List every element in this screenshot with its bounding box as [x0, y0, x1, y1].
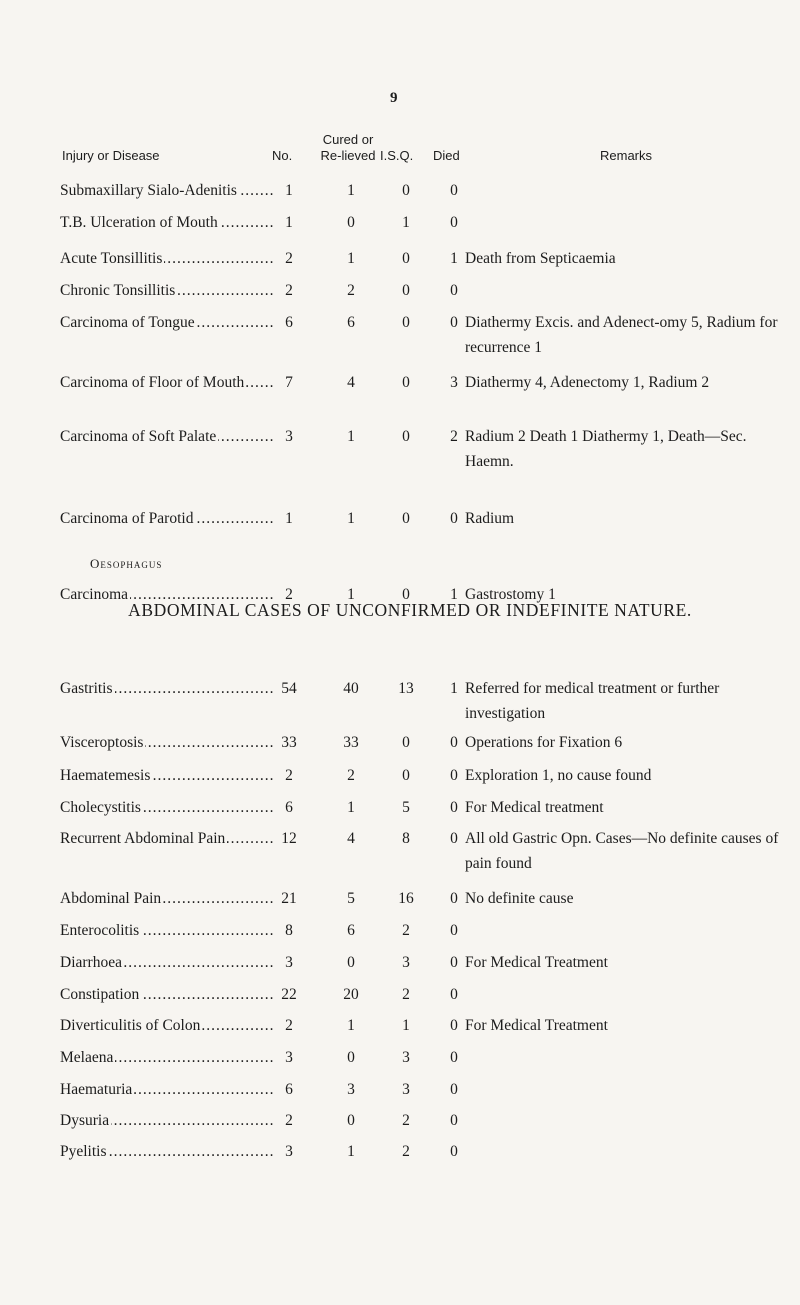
header-isq: I.S.Q. — [380, 148, 414, 163]
cell-cured: 6 — [347, 922, 355, 939]
header-died: Died — [433, 148, 460, 163]
cell-cured: 6 — [347, 314, 355, 331]
cell-name — [60, 370, 275, 395]
cell-isq: 16 — [398, 890, 414, 907]
page-number: 9 — [390, 90, 398, 106]
cell-isq: 5 — [402, 799, 410, 816]
cell-cured: 40 — [343, 680, 359, 697]
row-label: Carcinoma — [60, 586, 129, 603]
cell-cured: 1 — [347, 250, 355, 267]
cell-isq: 0 — [402, 182, 410, 199]
cell-cured: 0 — [347, 1112, 355, 1129]
cell-name — [60, 246, 275, 271]
subheading-oesophagus: Oesophagus — [90, 556, 163, 571]
cell-isq: 3 — [402, 1049, 410, 1066]
row-label: Carcinoma of Parotid — [60, 510, 194, 527]
cell-isq: 13 — [398, 680, 414, 697]
header-injury: Injury or Disease — [62, 148, 160, 163]
cell-isq: 2 — [402, 1112, 410, 1129]
row-label: Diverticulitis of Colon — [60, 1017, 201, 1034]
cell-name — [60, 178, 275, 203]
row-label: T.B. Ulceration of Mouth — [60, 214, 218, 231]
cell-no: 54 — [281, 680, 297, 697]
row-label: Submaxillary Sialo-Adenitis — [60, 182, 237, 199]
cell-isq: 1 — [402, 214, 410, 231]
cell-isq: 2 — [402, 986, 410, 1003]
cell-cured: 0 — [347, 954, 355, 971]
cell-no: 2 — [285, 767, 293, 784]
cell-isq: 3 — [402, 954, 410, 971]
cell-no: 6 — [285, 1081, 293, 1098]
cell-died: 0 — [450, 799, 458, 816]
cell-died: 0 — [450, 767, 458, 784]
cell-name — [60, 1077, 275, 1102]
cell-remarks: Death from Septicaemia — [465, 250, 616, 267]
cell-cured: 5 — [347, 890, 355, 907]
row-label: Gastritis — [60, 680, 113, 697]
cell-remarks: Operations for Fixation 6 — [465, 734, 623, 751]
cell-name — [60, 826, 275, 851]
cell-name — [60, 886, 275, 911]
cell-cured: 1 — [347, 799, 355, 816]
cell-isq: 0 — [402, 734, 410, 751]
cell-no: 2 — [285, 282, 293, 299]
cell-name — [60, 1139, 275, 1164]
cell-no: 2 — [285, 1017, 293, 1034]
cell-cured: 1 — [347, 428, 355, 445]
cell-cured: 2 — [347, 767, 355, 784]
row-label: Carcinoma of Tongue — [60, 314, 195, 331]
cell-name — [60, 1045, 275, 1070]
cell-died: 3 — [450, 374, 458, 391]
cell-isq: 3 — [402, 1081, 410, 1098]
cell-cured: 0 — [347, 214, 355, 231]
cell-died: 0 — [450, 734, 458, 751]
row-label: Dysuria — [60, 1112, 110, 1129]
row-label: Constipation — [60, 986, 140, 1003]
row-label: Enterocolitis — [60, 922, 140, 939]
cell-cured: 3 — [347, 1081, 355, 1098]
cell-died: 1 — [450, 680, 458, 697]
cell-died: 0 — [450, 1081, 458, 1098]
cell-cured: 0 — [347, 1049, 355, 1066]
cell-isq: 2 — [402, 1143, 410, 1160]
cell-isq: 0 — [402, 250, 410, 267]
cell-died: 0 — [450, 1143, 458, 1160]
cell-died: 2 — [450, 428, 458, 445]
cell-no: 22 — [281, 986, 297, 1003]
cell-died: 0 — [450, 922, 458, 939]
row-label: Recurrent Abdominal Pain — [60, 830, 226, 847]
cell-name — [60, 1108, 275, 1133]
cell-name — [60, 730, 275, 755]
row-label: Diarrhoea — [60, 954, 122, 971]
cell-no: 1 — [285, 182, 293, 199]
cell-no: 6 — [285, 799, 293, 816]
row-label: Carcinoma of Floor of Mouth — [60, 374, 245, 391]
cell-isq: 0 — [402, 586, 410, 603]
cell-died: 0 — [450, 1017, 458, 1034]
cell-remarks: Radium 2 Death 1 Diathermy 1, Death—Sec. Haemn. — [465, 428, 747, 470]
cell-died: 0 — [450, 830, 458, 847]
cell-isq: 0 — [402, 428, 410, 445]
cell-name — [60, 278, 275, 303]
cell-no: 2 — [285, 1112, 293, 1129]
cell-cured: 1 — [347, 510, 355, 527]
cell-remarks: Exploration 1, no cause found — [465, 767, 652, 784]
row-label: Abdominal Pain — [60, 890, 162, 907]
cell-died: 0 — [450, 182, 458, 199]
cell-name — [60, 506, 275, 531]
header-no: No. — [272, 148, 293, 163]
cell-name — [60, 676, 275, 701]
cell-no: 6 — [285, 314, 293, 331]
cell-no: 7 — [285, 374, 293, 391]
cell-no: 2 — [285, 586, 293, 603]
cell-cured: 4 — [347, 830, 355, 847]
cell-isq: 0 — [402, 282, 410, 299]
row-label: Carcinoma of Soft Palate — [60, 428, 217, 445]
cell-name — [60, 424, 275, 449]
cell-isq: 1 — [402, 1017, 410, 1034]
cell-name — [60, 1013, 275, 1038]
cell-name — [60, 210, 275, 235]
cell-remarks: All old Gastric Opn. Cases—No definite causes of pain found — [465, 830, 779, 872]
cell-isq: 0 — [402, 374, 410, 391]
row-label: Chronic Tonsillitis — [60, 282, 176, 299]
row-label: Haematuria — [60, 1081, 133, 1098]
cell-died: 0 — [450, 314, 458, 331]
cell-no: 21 — [281, 890, 297, 907]
cell-no: 8 — [285, 922, 293, 939]
row-label: Acute Tonsillitis — [60, 250, 163, 267]
cell-name — [60, 310, 275, 335]
row-label: Visceroptosis — [60, 734, 144, 751]
cell-name — [60, 918, 275, 943]
cell-isq: 0 — [402, 767, 410, 784]
cell-remarks: No definite cause — [465, 890, 574, 907]
cell-cured: 1 — [347, 182, 355, 199]
cell-died: 0 — [450, 282, 458, 299]
cell-cured: 33 — [343, 734, 359, 751]
row-label: Cholecystitis — [60, 799, 141, 816]
cell-cured: 1 — [347, 1017, 355, 1034]
cell-remarks: Gastrostomy 1 — [465, 586, 556, 603]
cell-died: 0 — [450, 986, 458, 1003]
cell-isq: 0 — [402, 314, 410, 331]
cell-no: 1 — [285, 214, 293, 231]
header-remarks: Remarks — [600, 148, 653, 163]
cell-died: 0 — [450, 1049, 458, 1066]
cell-died: 0 — [450, 1112, 458, 1129]
cell-died: 1 — [450, 250, 458, 267]
cell-died: 0 — [450, 510, 458, 527]
header-cured: Cured or Re-lieved — [320, 132, 376, 163]
cell-no: 2 — [285, 250, 293, 267]
cell-isq: 8 — [402, 830, 410, 847]
cell-cured: 1 — [347, 586, 355, 603]
cell-died: 1 — [450, 586, 458, 603]
cell-isq: 2 — [402, 922, 410, 939]
row-label: Haematemesis — [60, 767, 151, 784]
cell-cured: 20 — [343, 986, 359, 1003]
cell-remarks: Diathermy 4, Adenectomy 1, Radium 2 — [465, 374, 710, 391]
cell-isq: 0 — [402, 510, 410, 527]
cell-remarks: Referred for medical treatment or further investigation — [465, 680, 720, 722]
cell-died: 0 — [450, 954, 458, 971]
cell-remarks: For Medical treatment — [465, 799, 604, 816]
cell-cured: 1 — [347, 1143, 355, 1160]
cell-no: 3 — [285, 1143, 293, 1160]
cell-cured: 2 — [347, 282, 355, 299]
cell-name — [60, 763, 275, 788]
cell-name — [60, 950, 275, 975]
cell-no: 33 — [281, 734, 297, 751]
cell-died: 0 — [450, 214, 458, 231]
cell-remarks: For Medical Treatment — [465, 954, 608, 971]
cell-remarks: For Medical Treatment — [465, 1017, 608, 1034]
cell-no: 3 — [285, 1049, 293, 1066]
cell-remarks: Radium — [465, 510, 515, 527]
cell-no: 1 — [285, 510, 293, 527]
cell-no: 3 — [285, 954, 293, 971]
cell-no: 3 — [285, 428, 293, 445]
row-label: Pyelitis — [60, 1143, 107, 1160]
cell-cured: 4 — [347, 374, 355, 391]
cell-name — [60, 982, 275, 1007]
cell-died: 0 — [450, 890, 458, 907]
section-title-abdominal: ABDOMINAL CASES OF UNCONFIRMED OR INDEFINITE NATURE. — [128, 600, 692, 620]
cell-remarks: Diathermy Excis. and Adenect-omy 5, Radium for recurrence 1 — [465, 314, 778, 356]
row-label: Melaena — [60, 1049, 114, 1066]
cell-no: 12 — [281, 830, 297, 847]
cell-name — [60, 795, 275, 820]
